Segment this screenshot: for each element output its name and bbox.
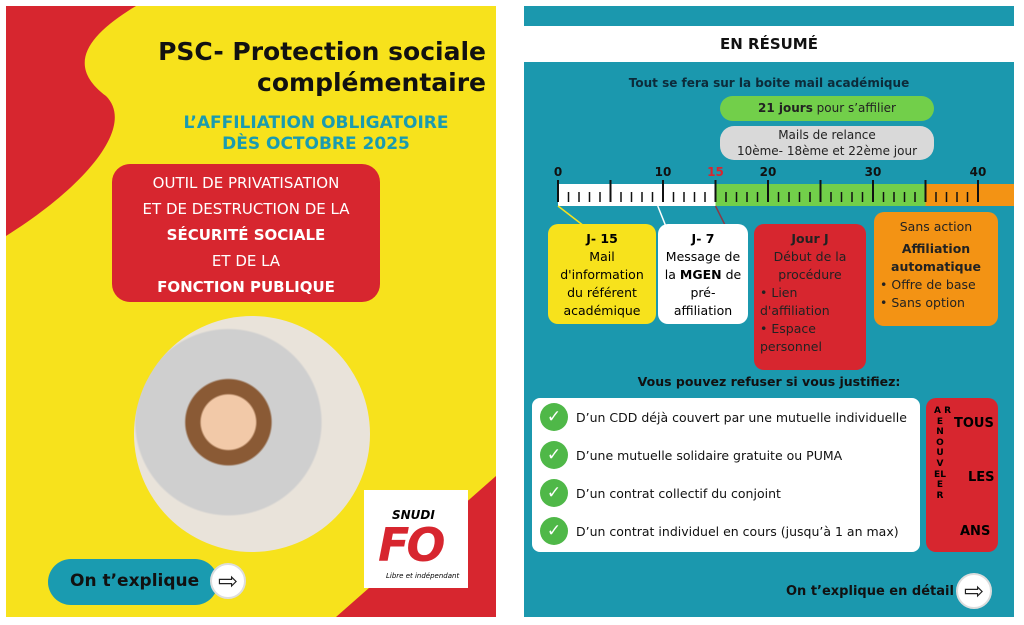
poster-subtitle: L’AFFILIATION OBLIGATOIRE DÈS OCTOBRE 2025 bbox=[183, 113, 449, 154]
ruler-label: 15 bbox=[707, 165, 724, 179]
connector-line bbox=[558, 206, 584, 226]
ruler-label: 0 bbox=[553, 165, 563, 179]
intro-text: Tout se fera sur la boite mail académique bbox=[628, 76, 910, 90]
arrow-right-icon[interactable]: ⇨ bbox=[956, 573, 992, 609]
ruler-label: 30 bbox=[864, 165, 882, 179]
connector-line bbox=[658, 206, 666, 226]
refuse-title: Vous pouvez refuser si vous justifiez: bbox=[637, 374, 901, 389]
poster-title: PSC- Protection sociale complémentaire bbox=[158, 37, 486, 97]
snudi-fo-logo: SNUDI FO Libre et indépendant bbox=[364, 490, 468, 588]
ruler-label: 40 bbox=[969, 165, 987, 179]
ruler-white-segment bbox=[558, 184, 716, 206]
renew-badge: A RENOUVELER TOUS LES ANS bbox=[926, 398, 998, 552]
right-summary bbox=[524, 6, 1014, 617]
reminder-pill: Mails de relance 10ème- 18ème et 22ème jour bbox=[720, 126, 934, 160]
check-icon: ✓ bbox=[540, 403, 568, 431]
days-pill: 21 jours pour s’affilier bbox=[720, 96, 934, 121]
check-icon: ✓ bbox=[540, 479, 568, 507]
box-j15: J- 15 Mail d'information du référent académique bbox=[548, 224, 656, 324]
explain-button[interactable]: On t’explique bbox=[48, 559, 218, 605]
condition-item: ✓ D’un CDD déjà couvert par une mutuelle individuelle bbox=[540, 402, 907, 432]
condition-item: ✓ D’un contrat collectif du conjoint bbox=[540, 478, 781, 508]
connector-line bbox=[716, 206, 726, 226]
box-sans-action: Sans action Affiliation automatique • Offre de base • Sans option bbox=[874, 212, 998, 326]
condition-item: ✓ D’un contrat individuel en cours (jusqu’à 1 an max) bbox=[540, 516, 899, 546]
condition-item: ✓ D’une mutuelle solidaire gratuite ou PUMA bbox=[540, 440, 842, 470]
footer-link[interactable]: On t’explique en détail bbox=[786, 584, 954, 599]
ruler-label: 20 bbox=[759, 165, 777, 179]
box-jour-j: Jour J Début de la procédure • Lien d'affiliation • Espace personnel bbox=[754, 224, 866, 370]
ruler-orange-segment bbox=[926, 184, 1015, 206]
conditions-list bbox=[532, 398, 920, 552]
child-photo bbox=[134, 316, 370, 552]
summary-heading: EN RÉSUMÉ bbox=[524, 26, 1014, 62]
warning-box: OUTIL DE PRIVATISATION ET DE DESTRUCTION DE LA SÉCURITÉ SOCIALE ET DE LA FONCTION PUBLIQUE bbox=[112, 164, 380, 302]
check-icon: ✓ bbox=[540, 517, 568, 545]
ruler-label: 10 bbox=[654, 165, 672, 179]
arrow-right-icon[interactable]: ⇨ bbox=[210, 563, 246, 599]
check-icon: ✓ bbox=[540, 441, 568, 469]
left-poster bbox=[6, 6, 496, 617]
box-j7: J- 7 Message de la MGEN de pré- affiliation bbox=[658, 224, 748, 324]
